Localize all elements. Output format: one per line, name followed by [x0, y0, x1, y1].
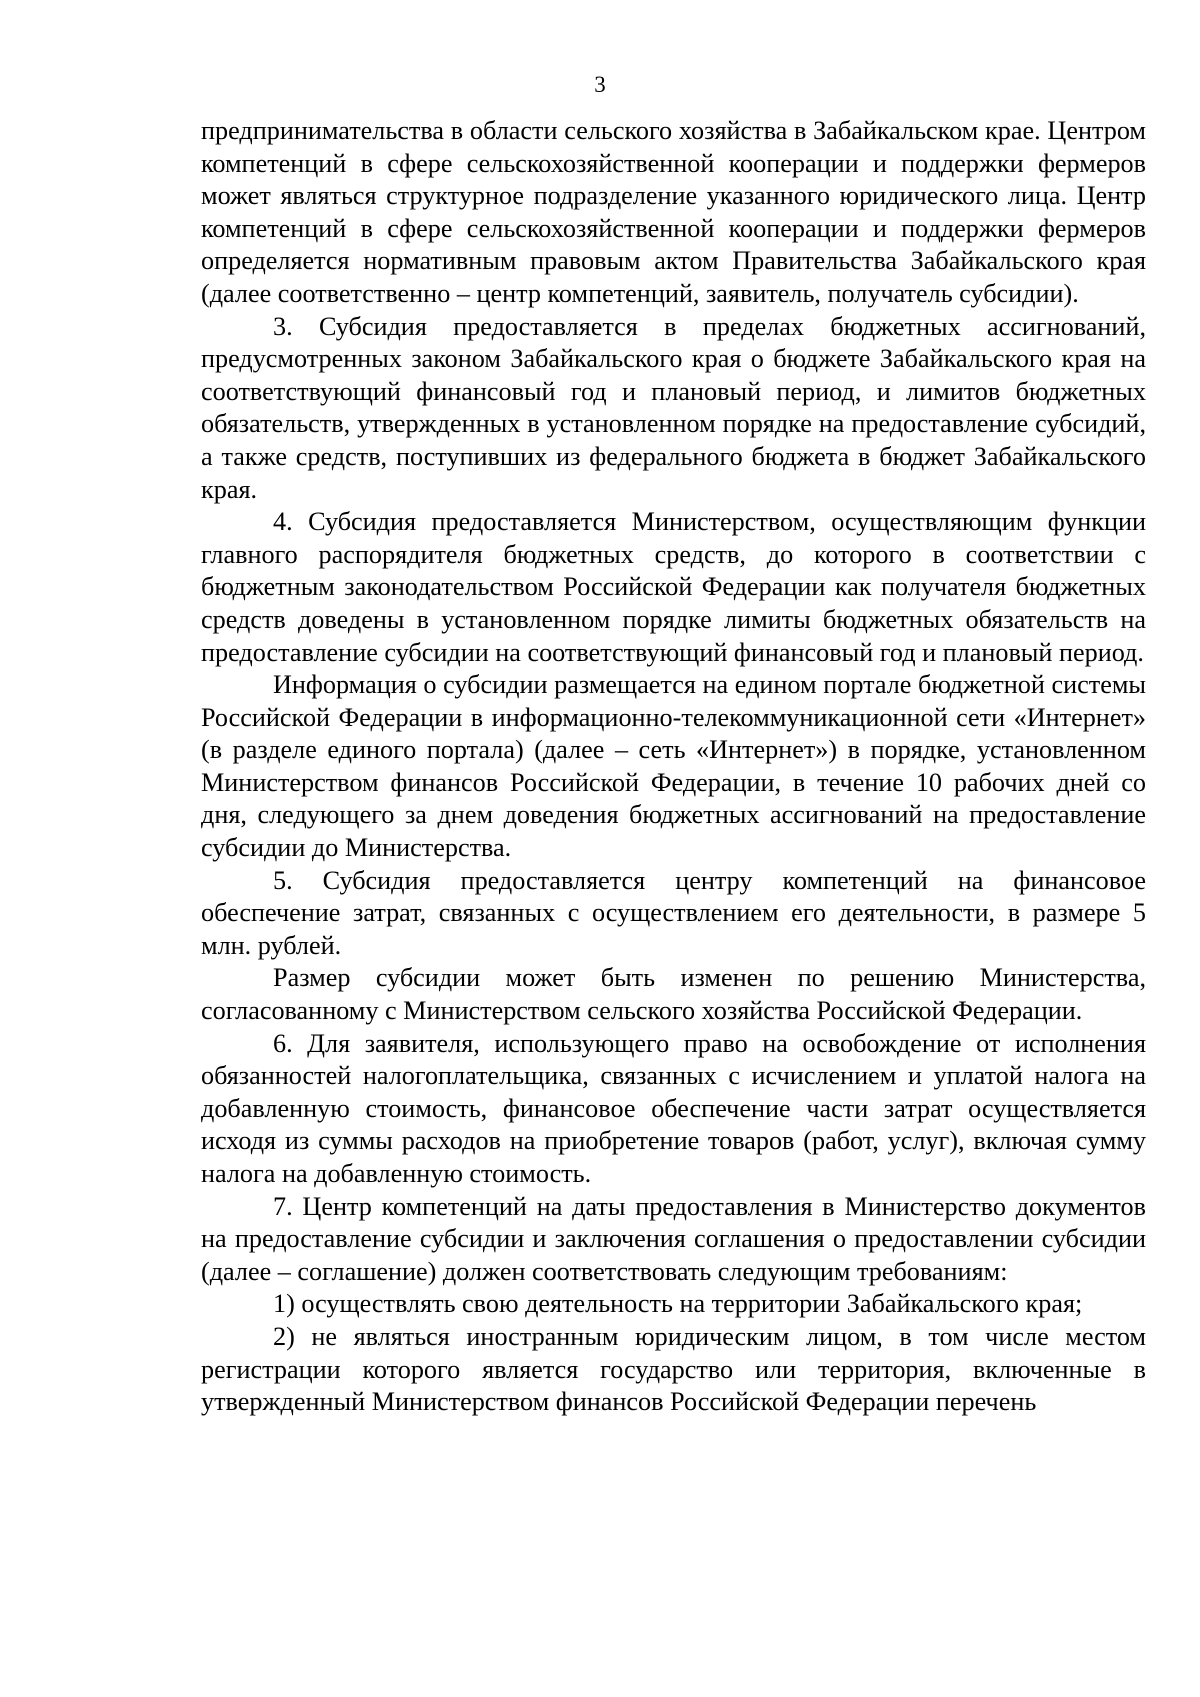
paragraph-continuation: предпринимательства в области сельского хозяйства в Забайкальском крае. Центром компетенций в сфере сельскохозяйственной кооперации и поддержки фермеров может являться структурное подразделение указанного юридического лица. Центр компетенций в сфере сельскохозяйственной кооперации и поддержки фермеров определяется нормативным правовым актом Правительства Забайкальского края (далее соответственно – центр компетенций, заявитель, получатель субсидии). [201, 116, 1146, 308]
paragraph-item-7: 7. Центр компетенций на даты предоставления в Министерство документов на предоставление субсидии и заключения соглашения о предоставлении субсидии (далее – соглашение) должен соответствовать следующим требованиям: [201, 1191, 1146, 1286]
page-number: 3 [594, 72, 606, 97]
paragraph-subitem-1: 1) осуществлять свою деятельность на территории Забайкальского края; [273, 1289, 1083, 1319]
paragraph-item-5: 5. Субсидия предоставляется центру компетенций на финансовое обеспечение затрат, связанных с осуществлением его деятельности, в размере 5 млн. рублей. [201, 865, 1146, 960]
paragraph-item-3: 3. Субсидия предоставляется в пределах бюджетных ассигнований, предусмотренных законом Забайкальского края о бюджете Забайкальского края на соответствующий финансовый год и плановый период, и лимитов бюджетных обязательств, утвержденных в установленном порядке на предоставление субсидий, а также средств, поступивших из федерального бюджета в бюджет Забайкальского края. [201, 311, 1146, 504]
paragraph-subsidy-info: Информация о субсидии размещается на едином портале бюджетной системы Российской Федерации в информационно-телекоммуникационной сети «Интернет» (в разделе единого портала) (далее – сеть «Интернет») в порядке, установленном Министерством финансов Российской Федерации, в течение 10 рабочих дней со дня, следующего за днем доведения бюджетных ассигнований на предоставление субсидии до Министерства. [201, 670, 1146, 863]
paragraph-item-4: 4. Субсидия предоставляется Министерством, осуществляющим функции главного распорядителя бюджетных средств, до которого в соответствии с бюджетным законодательством Российской Федерации как получателя бюджетных средств доведены в установленном порядке лимиты бюджетных обязательств на предоставление субсидии на соответствующий финансовый год и плановый период. [201, 507, 1146, 667]
paragraph-subitem-2: 2) не являться иностранным юридическим лицом, в том числе местом регистрации которого является государство или территория, включенные в утвержденный Министерством финансов Российской Федерации перечень [201, 1321, 1146, 1417]
paragraph-item-6: 6. Для заявителя, использующего право на освобождение от исполнения обязанностей налогоплательщика, связанных с исчислением и уплатой налога на добавленную стоимость, финансовое обеспечение части затрат осуществляется исходя из суммы расходов на приобретение товаров (работ, услуг), включая сумму налога на добавленную стоимость. [201, 1028, 1146, 1188]
document-body [201, 115, 1146, 1419]
paragraph-subsidy-amount-change: Размер субсидии может быть изменен по решению Министерства, согласованному с Министерством сельского хозяйства Российской Федерации. [201, 963, 1146, 1026]
